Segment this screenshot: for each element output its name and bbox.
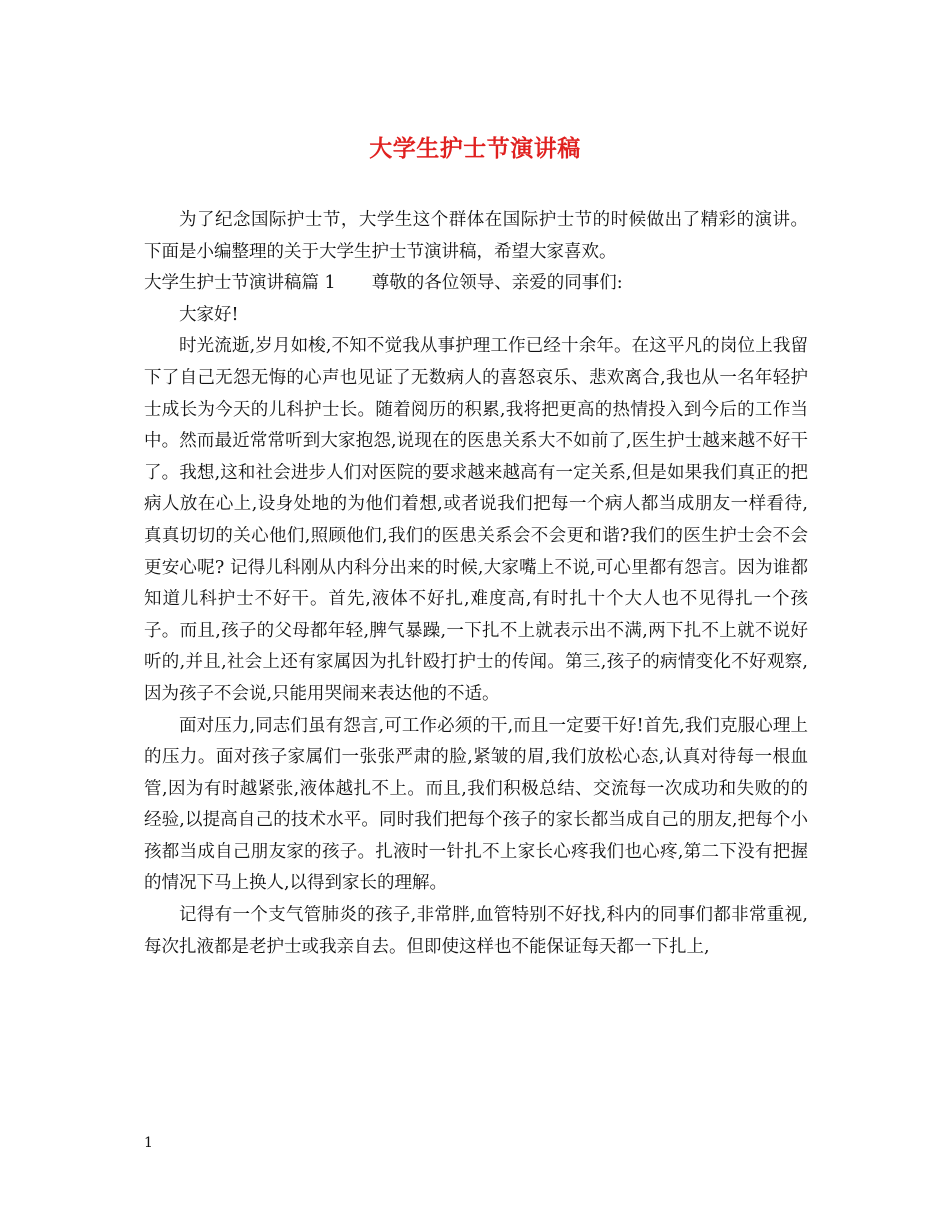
document-title: 大学生护士节演讲稿 — [369, 136, 581, 162]
salutation: 尊敬的各位领导、亲爱的同事们: — [371, 273, 623, 294]
body-paragraph-3: 记得有一个支气管肺炎的孩子,非常胖,血管特别不好找,科内的同事们都非常重视,每次扎液都是老护士或我亲自去。但即使这样也不能保证每天都一下扎上, — [144, 905, 808, 957]
section-heading-line — [144, 268, 808, 300]
page-number: 1 — [144, 1135, 153, 1151]
document-body — [144, 205, 808, 963]
greeting: 大家好! — [179, 304, 239, 325]
intro-paragraph: 为了纪念国际护士节，大学生这个群体在国际护士节的时候做出了精彩的演讲。下面是小编整理的关于大学生护士节演讲稿，希望大家喜欢。 — [144, 210, 808, 262]
body-paragraph-1: 时光流逝,岁月如梭,不知不觉我从事护理工作已经十余年。在这平凡的岗位上我留下了自己无怨无悔的心声也见证了无数病人的喜怒哀乐、悲欢离合,我也从一名年轻护士成长为今天的儿科护士长。随着阅历的积累,我将把更高的热情投入到今后的工作当中。然而最近常常听到大家抱怨,说现在的医患关系大不如前了,医生护士越来越不好干了。我想,这和社会进步人们对医院的要求越来越高有一定关系,但是如果我们真正的把病人放在心上,设身处地的为他们着想,或者说我们把每一个病人都当成朋友一样看待,真真切切的关心他们,照顾他们,我们的医患关系会不会更和谐?我们的医生护士会不会更安心呢? 记得儿科刚从内科分出来的时候,大家嘴上不说,可心里都有怨言。因为谁都知道儿科护士不好干。首先,液体不好扎,难度高,有时扎十个大人也不见得扎一个孩子。而且,孩子的父母都年轻,脾气暴躁,一下扎不上就表示出不满,两下扎不上就不说好听的,并且,社会上还有家属因为扎针殴打护士的传闻。第三,孩子的病情变化不好观察,因为孩子不会说,只能用哭闹来表达他的不适。 — [144, 336, 808, 704]
section-heading: 大学生护士节演讲稿篇 1 — [144, 273, 336, 294]
body-paragraph-2: 面对压力,同志们虽有怨言,可工作必须的干,而且一定要干好!首先,我们克服心理上的压力。面对孩子家属们一张张严肃的脸,紧皱的眉,我们放松心态,认真对待每一根血管,因为有时越紧张,液体越扎不上。而且,我们积极总结、交流每一次成功和失败的的经验,以提高自己的技术水平。同时我们把每个孩子的家长都当成自己的朋友,把每个小孩都当成自己朋友家的孩子。扎液时一针扎不上家长心疼我们也心疼,第二下没有把握的情况下马上换人,以得到家长的理解。 — [144, 715, 808, 894]
